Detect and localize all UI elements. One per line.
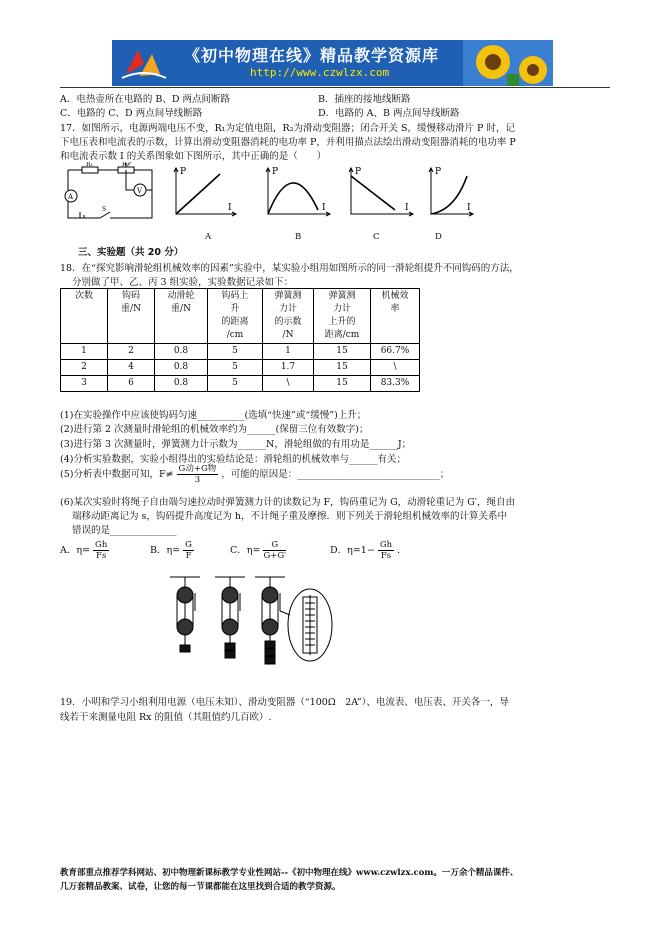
table-cell: 2 — [61, 360, 108, 376]
table-cell: 15 — [314, 376, 371, 392]
sub5-numerator: G动+G物 — [178, 464, 217, 474]
q18-sub-6-line-2: 端移动距离记为 s，钩码提升高度记为 h，不计绳子重及摩擦．则下列关于滑轮组机械效率的计算关系中 — [72, 511, 508, 522]
header-cell-4: 弹簧测 力计 的示数 /N — [263, 289, 314, 344]
header-banner — [112, 40, 553, 86]
pulley-apparatus-illustration — [160, 575, 335, 680]
table-cell: 5 — [208, 360, 263, 376]
table-cell: 1.7 — [263, 360, 314, 376]
q18-data-table — [60, 288, 420, 392]
table-cell: 5 — [208, 376, 263, 392]
slider-label: P — [128, 162, 132, 167]
q18-line-2: 分别做了甲、乙、丙 3 组实验，实验数据记录如下： — [72, 277, 294, 288]
q18-sub-6-line-3: 错误的是______________ — [72, 525, 177, 536]
fixed-pulley-icon — [222, 587, 238, 603]
voltmeter-label: V — [137, 187, 143, 195]
table-cell: 15 — [314, 344, 371, 360]
header-cell-0: 次数 — [61, 289, 108, 344]
section-heading: 三、实验题（共 20 分） — [78, 247, 184, 258]
q17-circuit-diagram — [60, 162, 160, 224]
table-cell: 4 — [108, 360, 155, 376]
q19-line-1: 19．小明和学习小组利用电源（电压未知）、滑动变阻器（“100Ω 2A”）、电流表、电压表、开关各一，导 — [60, 697, 509, 708]
graph-d-axis-i: I — [467, 203, 471, 213]
table-cell: 15 — [314, 360, 371, 376]
movable-pulley-icon — [177, 619, 193, 635]
table-cell: \ — [263, 376, 314, 392]
sunflower-icon — [463, 40, 553, 86]
weight-icon — [225, 651, 235, 658]
fixed-pulley-icon — [262, 587, 278, 603]
sub5-fraction — [177, 464, 219, 485]
header-cell-5: 弹簧测 力计 上升的 距离/cm — [314, 289, 371, 344]
movable-pulley-icon — [262, 619, 278, 635]
q18-sub-3: (3)进行第 3 次测量时，弹簧测力计示数为______N，滑轮组做的有用功是______J； — [60, 439, 412, 450]
graph-label-d: D — [435, 232, 442, 242]
header-cell-6: 机械效 率 — [371, 289, 420, 344]
q16-option-c: C．电路的 C、D 两点间导线断路 — [60, 108, 203, 119]
table-cell: 66.7% — [371, 344, 420, 360]
graph-c-axis-i: I — [405, 203, 409, 213]
table-cell: \ — [371, 360, 420, 376]
graph-b-axis-p: P — [272, 167, 279, 177]
q16-option-b: B．插座的接地线断路 — [318, 94, 411, 105]
table-cell: 0.8 — [155, 360, 208, 376]
graph-c-axis-p: P — [355, 167, 362, 177]
table-cell: 6 — [108, 376, 155, 392]
q17-line-3: 和电流表示数 I 的关系图象如下图所示，其中正确的是（ ） — [60, 151, 327, 162]
weight-icon — [265, 649, 275, 656]
graph-label-a: A — [205, 232, 212, 242]
graph-a — [170, 162, 240, 220]
table-cell: 1 — [263, 344, 314, 360]
table-cell: 0.8 — [155, 376, 208, 392]
table-header-row — [61, 289, 420, 344]
weight-icon — [265, 641, 275, 648]
table-row — [61, 376, 420, 392]
banner-title: 《初中物理在线》精品教学资源库 — [184, 46, 440, 65]
header-cell-2: 动滑轮 重/N — [155, 289, 208, 344]
sub5-prefix: (5)分析表中数据可知，F≠ — [60, 469, 174, 480]
page-footer — [60, 866, 615, 894]
graph-b-axis-i: I — [322, 203, 326, 213]
q16-option-d: D．电路的 A、B 两点间导线断路 — [318, 108, 460, 119]
weight-icon — [180, 645, 190, 652]
q17-line-2: 下电压表和电流表的示数，计算出滑动变阻器消耗的电功率 P，并利用描点法绘出滑动变阻器消耗的电功率 P — [60, 137, 516, 148]
table-row — [61, 344, 420, 360]
q16-option-a: A．电热壶所在电路的 B、D 两点间断路 — [60, 94, 230, 105]
q18-option-c: C．η= $\frac{G}{G+G'}$ — [230, 540, 287, 561]
q18-sub-5 — [60, 464, 449, 485]
q18-line-1: 18．在“探究影响滑轮组机械效率的因素”实验中，某实验小组用如图所示的同一滑轮组提升不同钩码的方法， — [60, 263, 519, 274]
graph-label-c: C — [373, 232, 380, 242]
weight-icon — [225, 643, 235, 650]
footer-line-1: 教育部重点推荐学科网站、初中物理新课标教学专业性网站--《初中物理在线》www.czwlzx.com。一万余个精品课件、 — [60, 868, 519, 878]
fixed-pulley-icon — [177, 587, 193, 603]
q19-line-2: 线若干来测量电阻 Rx 的阻值（其阻值约几百欧）. — [60, 712, 272, 723]
table-cell: 0.8 — [155, 344, 208, 360]
q18-sub-1: (1)在实验操作中应该使钩码匀速__________(选填“快速”或“缓慢”)上升； — [60, 410, 367, 421]
r2-label: R₂ — [122, 162, 129, 168]
graph-a-axis-p: P — [180, 167, 187, 177]
graph-d — [425, 162, 477, 220]
header-rule — [60, 87, 610, 88]
q17-line-1: 17．如图所示，电源两端电压不变，R₁为定值电阻，R₂为滑动变阻器；闭合开关 S，缓慢移动滑片 P 时，记 — [60, 123, 515, 134]
graph-c — [345, 162, 417, 220]
q18-sub-6-line-1: (6)某次实验时将绳子自由端匀速拉动时弹簧测力计的读数记为 F，钩码重记为 G，动滑轮重记为 G′，绳自由 — [60, 497, 515, 508]
movable-pulley-icon — [222, 619, 238, 635]
table-cell: 2 — [108, 344, 155, 360]
table-cell: 83.3% — [371, 376, 420, 392]
ammeter-label: A — [68, 193, 74, 201]
q18-option-a: A．η= $\frac{Gh}{Fs}$ — [60, 540, 108, 561]
graph-d-axis-p: P — [435, 167, 442, 177]
q18-option-d: D．η=1− $\frac{Gh}{Fs}$ . — [330, 540, 401, 561]
weight-icon — [265, 657, 275, 664]
footer-line-2: 几万套精品教案、试卷，让您的每一节课都能在这里找到合适的教学资源。 — [60, 882, 341, 892]
table-cell: 1 — [61, 344, 108, 360]
sub5-suffix: ，可能的原因是：______________________________； — [221, 469, 450, 480]
table-cell: 5 — [208, 344, 263, 360]
r1-label: R₁ — [86, 162, 93, 168]
graph-label-b: B — [295, 232, 302, 242]
site-logo-icon — [118, 44, 170, 82]
table-cell: 3 — [61, 376, 108, 392]
switch-label: S — [102, 206, 107, 213]
table-row — [61, 360, 420, 376]
q18-option-b: B．η= $\frac{G}{F}$ — [150, 540, 192, 561]
header-cell-3: 钩码上 升 的距离 /cm — [208, 289, 263, 344]
sub5-denominator: 3 — [194, 475, 201, 485]
q18-sub-2: (2)进行第 2 次测量时滑轮组的机械效率约为______(保留三位有效数字)； — [60, 424, 369, 435]
q18-sub-4: (4)分析实验数据，实验小组得出的实验结论是：滑轮组的机械效率与______有关； — [60, 454, 406, 465]
banner-url[interactable]: http://www.czwlzx.com — [250, 66, 390, 79]
graph-b — [262, 162, 334, 220]
graph-a-axis-i: I — [228, 203, 232, 213]
header-cell-1: 钩码 重/N — [108, 289, 155, 344]
